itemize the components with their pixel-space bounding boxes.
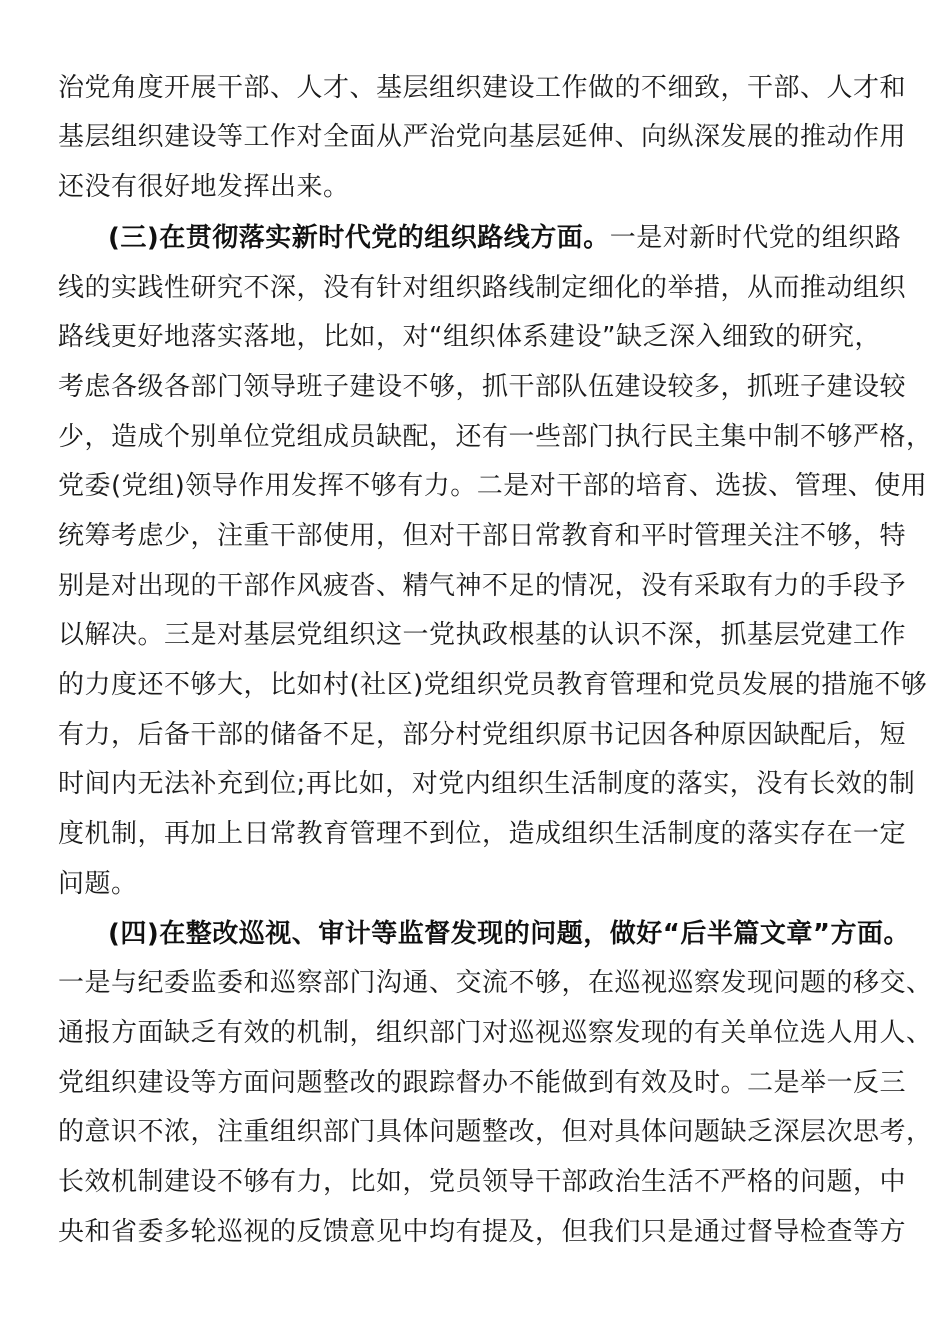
section-3-first-line — [108, 218, 948, 258]
paragraph-line: 一是与纪委监委和巡察部门沟通、交流不够，在巡视巡察发现问题的移交、 — [58, 968, 933, 998]
paragraph-line: 通报方面缺乏有效的机制，组织部门对巡视巡察发现的有关单位选人用人、 — [58, 1018, 933, 1048]
paragraph-line: 有力，后备干部的储备不足，部分村党组织原书记因各种原因缺配后，短 — [58, 720, 907, 750]
paragraph-line: 问题。 — [58, 869, 138, 899]
paragraph-line: 度机制，再加上日常教育管理不到位，造成组织生活制度的落实存在一定 — [58, 819, 907, 849]
paragraph-line: 路线更好地落实落地，比如，对“组织体系建设”缺乏深入细致的研究， — [58, 322, 881, 352]
paragraph-line: 统筹考虑少，注重干部使用，但对干部日常教育和平时管理关注不够，特 — [58, 521, 907, 551]
section-3-heading: (三)在贯彻落实新时代党的组织路线方面。 — [108, 223, 610, 253]
paragraph-line: 少，造成个别单位党组成员缺配，还有一些部门执行民主集中制不够严格， — [58, 422, 933, 452]
paragraph-line: 长效机制建设不够有力，比如，党员领导干部政治生活不严格的问题，中 — [58, 1167, 907, 1197]
paragraph-line: 别是对出现的干部作风疲沓、精气神不足的情况，没有采取有力的手段予 — [58, 571, 907, 601]
paragraph-line: 的力度还不够大，比如村(社区)党组织党员教育管理和党员发展的措施不够 — [58, 670, 928, 700]
section-4-heading: (四)在整改巡视、审计等监督发现的问题，做好“后半篇文章”方面。 — [108, 919, 910, 949]
paragraph-line: 治党角度开展干部、人才、基层组织建设工作做的不细致，干部、人才和 — [58, 73, 907, 103]
paragraph-line: 以解决。三是对基层党组织这一党执政根基的认识不深，抓基层党建工作 — [58, 620, 907, 650]
paragraph-line: 线的实践性研究不深，没有针对组织路线制定细化的举措，从而推动组织 — [58, 273, 907, 303]
paragraph-line: 党委(党组)领导作用发挥不够有力。二是对干部的培育、选拔、管理、使用 — [58, 471, 928, 501]
paragraph-line: 的意识不浓，注重组织部门具体问题整改，但对具体问题缺乏深层次思考， — [58, 1117, 933, 1147]
paragraph-line: 基层组织建设等工作对全面从严治党向基层延伸、向纵深发展的推动作用 — [58, 122, 907, 152]
section-3-lead-text: 一是对新时代党的组织路 — [609, 223, 902, 253]
paragraph-line: 党组织建设等方面问题整改的跟踪督办不能做到有效及时。二是举一反三 — [58, 1068, 907, 1098]
paragraph-line: 时间内无法补充到位;再比如，对党内组织生活制度的落实，没有长效的制 — [58, 769, 916, 799]
paragraph-line: 考虑各级各部门领导班子建设不够，抓干部队伍建设较多，抓班子建设较 — [58, 372, 907, 402]
paragraph-line: 还没有很好地发挥出来。 — [58, 172, 350, 202]
paragraph-line: 央和省委多轮巡视的反馈意见中均有提及，但我们只是通过督导检查等方 — [58, 1217, 907, 1247]
